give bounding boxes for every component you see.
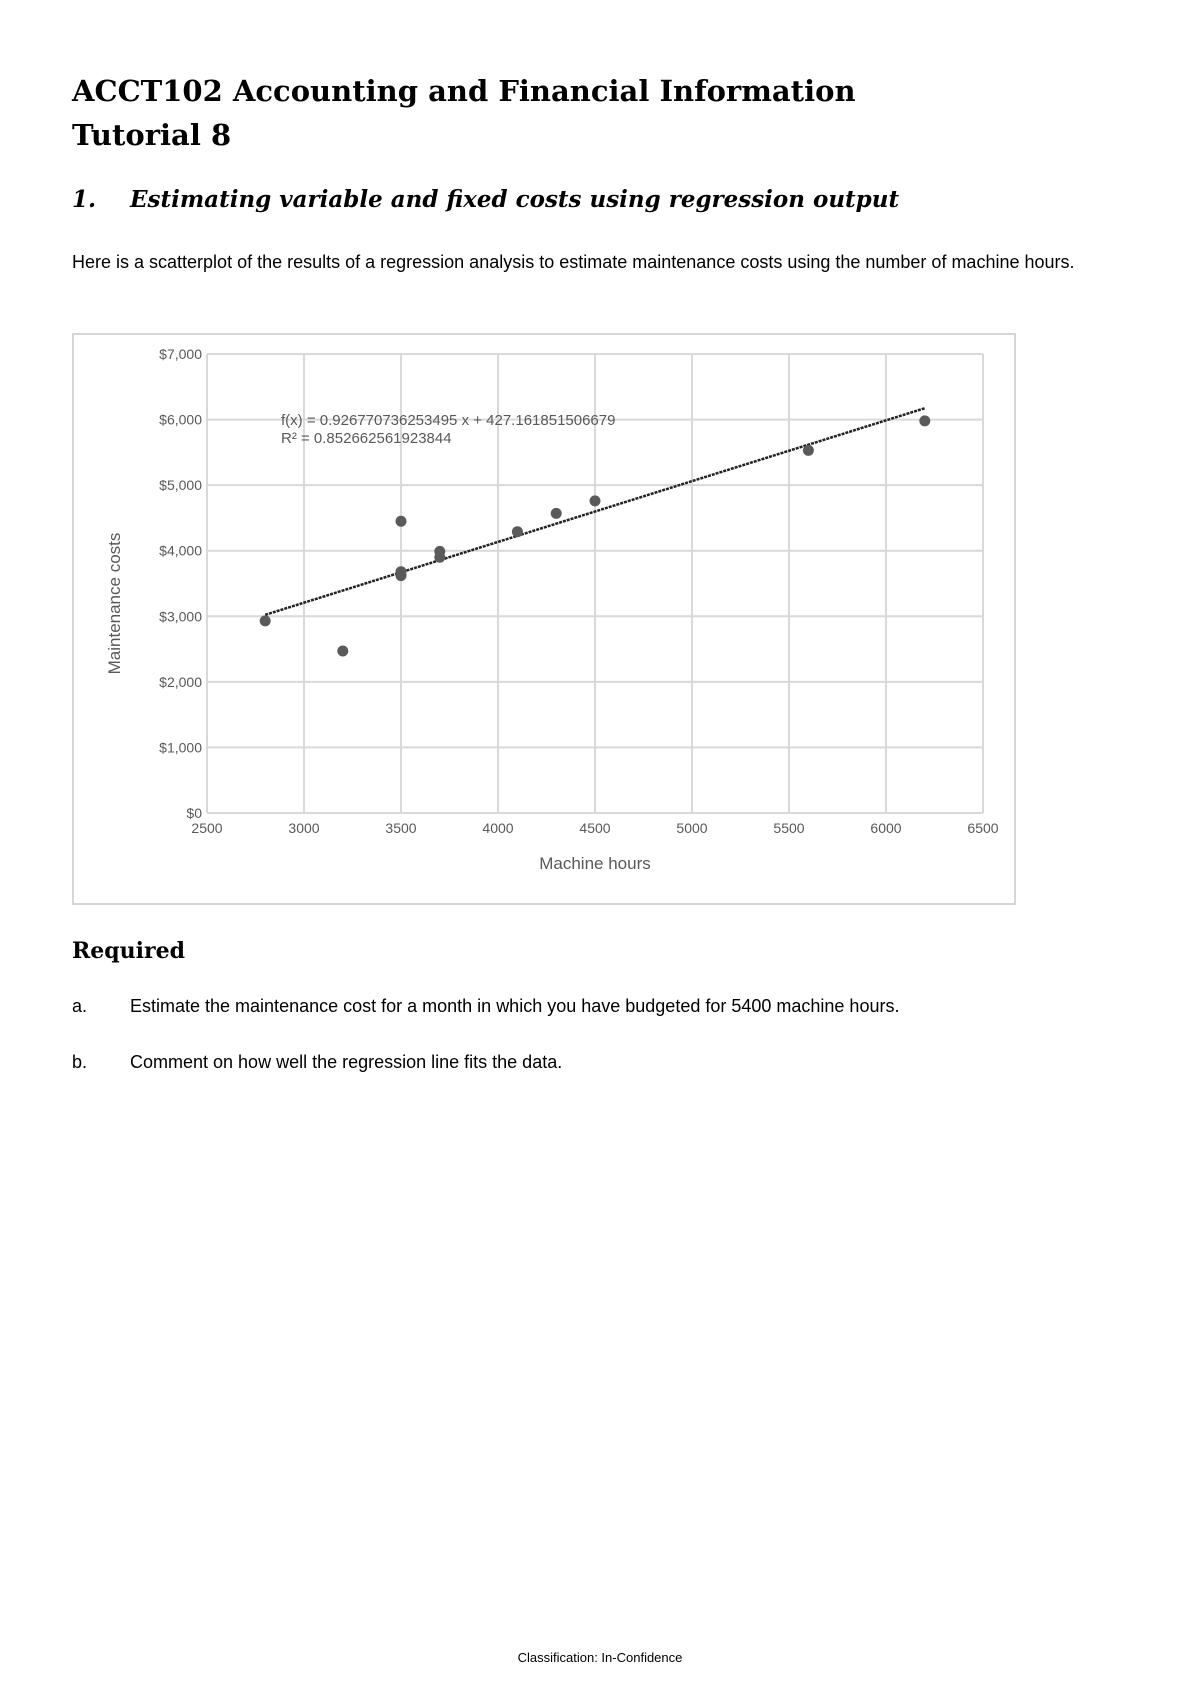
y-tick-label: $0 — [186, 805, 202, 821]
y-tick-label: $4,000 — [159, 542, 202, 559]
r-squared-label: R² = 0.852662561923844 — [281, 430, 452, 447]
intro-paragraph: Here is a scatterplot of the results of a regression analysis to estimate maintenance costs using the number of machine hours. — [72, 252, 1075, 272]
x-tick-label: 6000 — [870, 820, 902, 836]
tutorial-title: Tutorial 8 — [72, 118, 232, 152]
question-heading — [72, 186, 899, 213]
y-tick-label: $1,000 — [159, 739, 202, 756]
data-point — [396, 516, 407, 527]
x-tick-label: 5000 — [676, 820, 708, 836]
data-point — [260, 615, 271, 626]
x-tick-label: 2500 — [191, 820, 223, 836]
required-item-b — [72, 1052, 562, 1073]
required-heading: Required — [72, 938, 185, 964]
x-tick-label: 3500 — [385, 820, 417, 836]
trendline-equation: f(x) = 0.926770736253495 x + 427.161851506679 — [281, 412, 616, 429]
x-tick-label: 4000 — [482, 820, 514, 836]
data-point — [551, 508, 562, 519]
required-item-b-label: b. — [72, 1052, 88, 1072]
y-axis-title: Maintenance costs — [105, 532, 124, 675]
document-title: ACCT102 Accounting and Financial Information — [72, 74, 856, 108]
y-tick-label: $7,000 — [159, 346, 202, 362]
required-item-a-text: Estimate the maintenance cost for a month in which you have budgeted for 5400 machine hours. — [130, 996, 900, 1016]
x-tick-label: 5500 — [773, 820, 805, 836]
data-point — [590, 495, 601, 506]
x-tick-label: 4500 — [579, 820, 611, 836]
data-point — [337, 646, 348, 657]
x-tick-label: 6500 — [967, 820, 999, 836]
data-point — [512, 526, 523, 537]
required-item-a — [72, 996, 899, 1017]
question-title: Estimating variable and fixed costs using regression output — [130, 186, 900, 213]
data-point — [396, 570, 407, 581]
question-number: 1. — [72, 186, 97, 213]
data-point — [919, 415, 930, 426]
data-point — [803, 445, 814, 456]
scatter-chart — [72, 333, 1016, 905]
classification-footer: Classification: In-Confidence — [517, 1650, 683, 1665]
y-tick-label: $3,000 — [159, 608, 202, 625]
required-item-b-text: Comment on how well the regression line fits the data. — [130, 1052, 563, 1072]
y-tick-label: $5,000 — [159, 477, 202, 494]
chart-canvas — [74, 335, 1014, 903]
x-tick-label: 3000 — [288, 820, 320, 836]
y-tick-label: $2,000 — [159, 673, 202, 690]
y-tick-label: $6,000 — [159, 411, 202, 428]
data-point — [434, 552, 445, 563]
required-item-a-label: a. — [72, 996, 88, 1016]
x-axis-title: Machine hours — [539, 854, 651, 873]
